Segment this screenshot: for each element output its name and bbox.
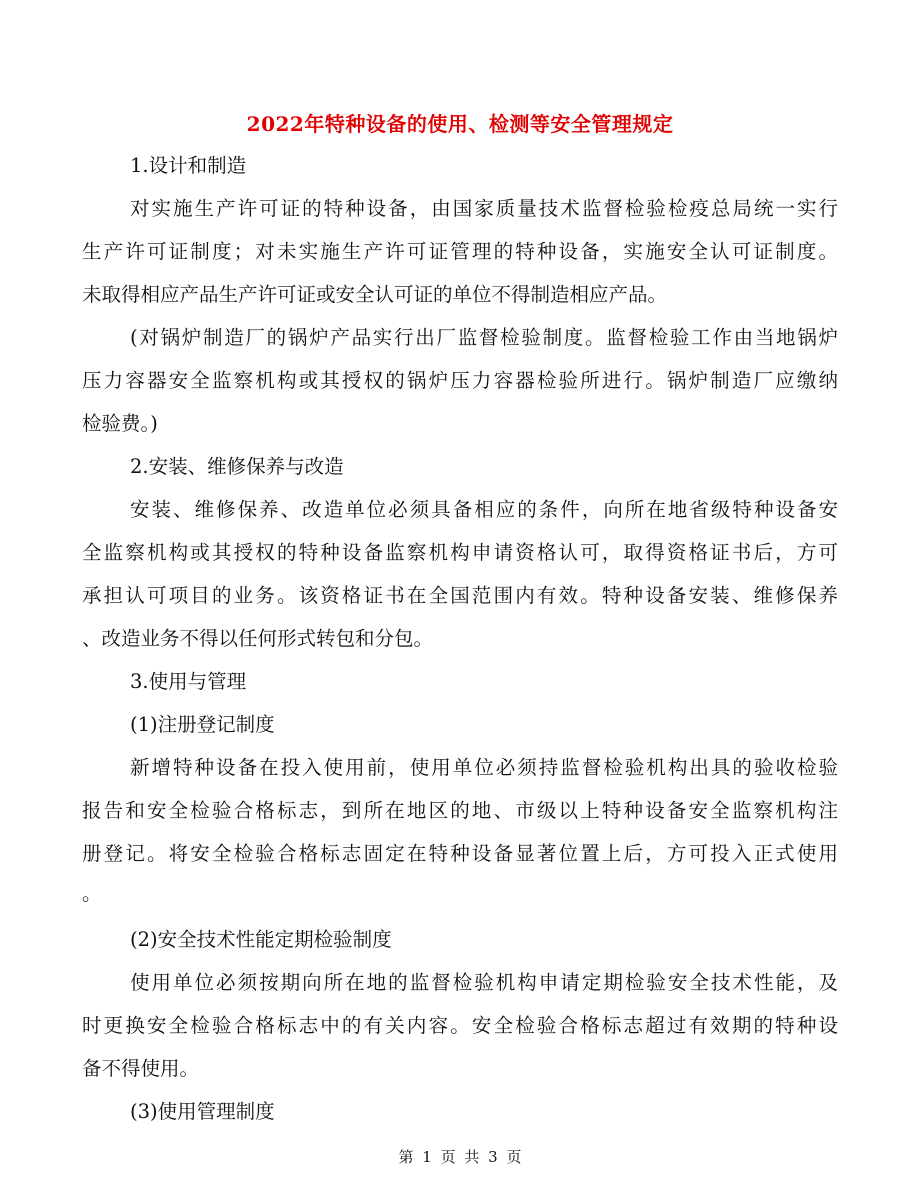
page-number-footer: 第 1 页 共 3 页 (398, 1148, 522, 1166)
paragraph-line: 检验费。) (82, 412, 158, 435)
paragraph-line: 全监察机构或其授权的特种设备监察机构申请资格认可，取得资格证书后，方可 (82, 541, 838, 564)
paragraph-line: 安装、维修保养、改造单位必须具备相应的条件，向所在地省级特种设备安 (130, 498, 838, 521)
paragraph-line: 。 (82, 882, 102, 905)
paragraph-line: (对锅炉制造厂的锅炉产品实行出厂监督检验制度。监督检验工作由当地锅炉 (130, 326, 838, 349)
paragraph-line: 生产许可证制度；对未实施生产许可证管理的特种设备，实施安全认可证制度。 (82, 240, 838, 263)
subsection-heading-registration: (1)注册登记制度 (130, 713, 275, 736)
paragraph-line: 未取得相应产品生产许可证或安全认可证的单位不得制造相应产品。 (82, 283, 668, 306)
paragraph-line: 承担认可项目的业务。该资格证书在全国范围内有效。特种设备安装、维修保养 (82, 584, 838, 607)
section-heading-design-manufacture: 1.设计和制造 (130, 154, 247, 177)
paragraph-line: 、改造业务不得以任何形式转包和分包。 (82, 627, 434, 650)
document-title: 2022年特种设备的使用、检测等安全管理规定 (246, 112, 674, 136)
paragraph-line: 新增特种设备在投入使用前，使用单位必须持监督检验机构出具的验收检验 (130, 756, 838, 779)
section-heading-installation-maintenance: 2.安装、维修保养与改造 (130, 455, 344, 478)
paragraph-line: 册登记。将安全检验合格标志固定在特种设备显著位置上后，方可投入正式使用 (82, 842, 838, 865)
subsection-heading-periodic-inspection: (2)安全技术性能定期检验制度 (130, 928, 392, 951)
paragraph-line: 报告和安全检验合格标志，到所在地区的地、市级以上特种设备安全监察机构注 (82, 799, 838, 822)
paragraph-line: 对实施生产许可证的特种设备，由国家质量技术监督检验检疫总局统一实行 (130, 197, 838, 220)
paragraph-line: 备不得使用。 (82, 1057, 200, 1080)
section-heading-use-management: 3.使用与管理 (130, 670, 247, 693)
paragraph-line: 使用单位必须按期向所在地的监督检验机构申请定期检验安全技术性能，及 (130, 971, 838, 994)
paragraph-line: 压力容器安全监察机构或其授权的锅炉压力容器检验所进行。锅炉制造厂应缴纳 (82, 369, 838, 392)
subsection-heading-use-management-system: (3)使用管理制度 (130, 1100, 275, 1123)
paragraph-line: 时更换安全检验合格标志中的有关内容。安全检验合格标志超过有效期的特种设 (82, 1014, 838, 1037)
